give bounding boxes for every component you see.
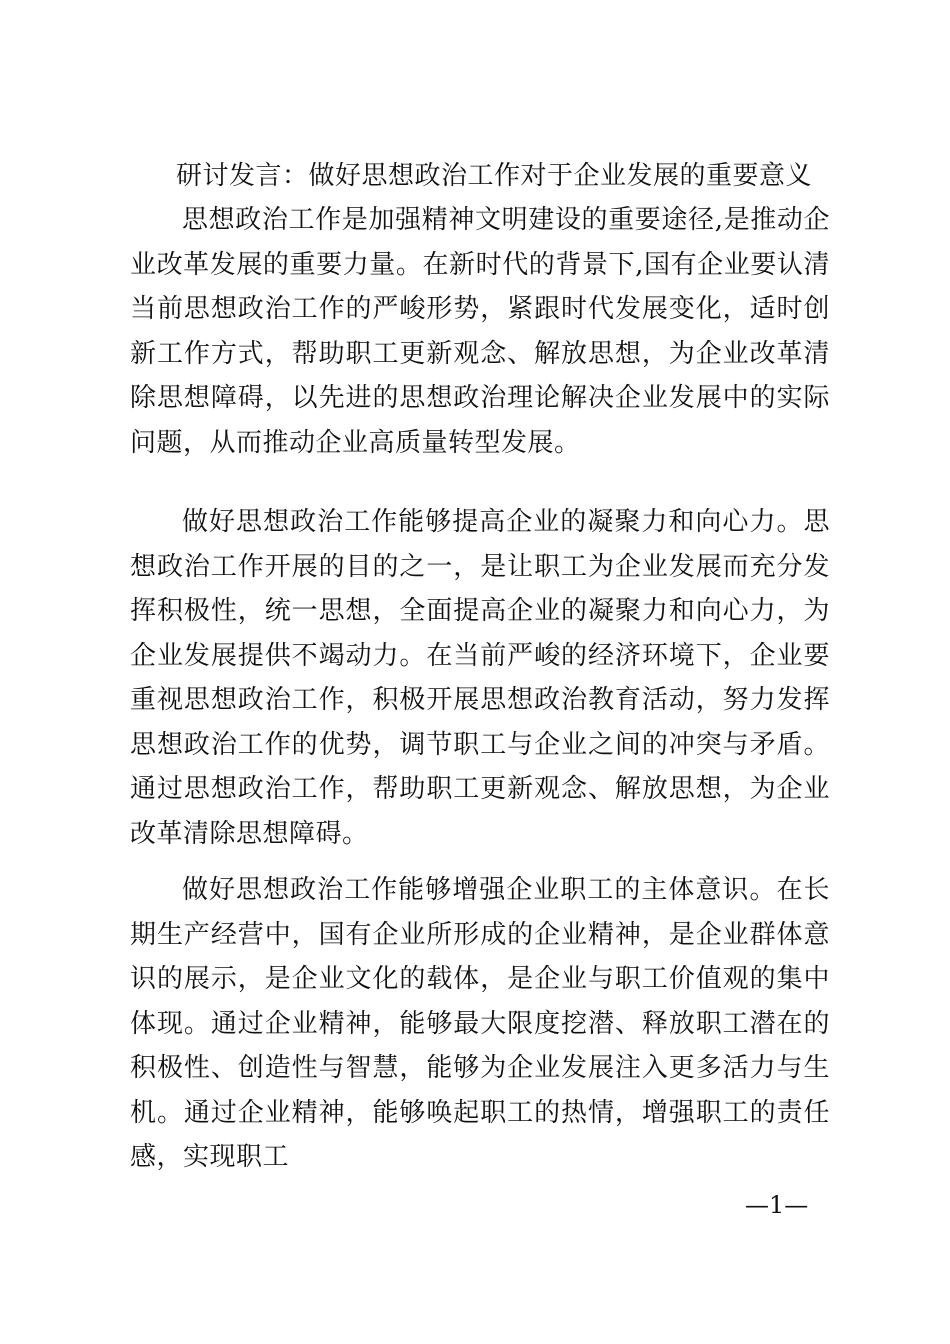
paragraph-3: 做好思想政治工作能够增强企业职工的主体意识。在长期生产经营中，国有企业所形成的企业精神，是企业群体意识的展示，是企业文化的载体，是企业与职工价值观的集中体现。通过企业精神，能够最大限度挖潜、释放职工潜在的积极性、创造性与智慧，能够为企业发展注入更多活力与生机。通过企业精神，能够唤起职工的热情，增强职工的责任感，实现职工: [130, 875, 830, 1172]
paragraph-1: 思想政治工作是加强精神文明建设的重要途径,是推动企业改革发展的重要力量。在新时代的背景下,国有企业要认清当前思想政治工作的严峻形势，紧跟时代发展变化，适时创新工作方式，帮助职工更新观念、解放思想，为企业改革清除思想障碍，以先进的思想政治理论解决企业发展中的实际问题，从而推动企业高质量转型发展。: [130, 205, 830, 458]
paragraph-2: 做好思想政治工作能够提高企业的凝聚力和向心力。思想政治工作开展的目的之一，是让职工为企业发展而充分发挥积极性，统一思想，全面提高企业的凝聚力和向心力，为企业发展提供不竭动力。在当前严峻的经济环境下，企业要重视思想政治工作，积极开展思想政治教育活动，努力发挥思想政治工作的优势，调节职工与企业之间的冲突与矛盾。通过思想政治工作，帮助职工更新观念、解放思想，为企业改革清除思想障碍。: [130, 507, 830, 849]
page-number: —1—: [745, 1191, 809, 1219]
document-title: 研讨发言：做好思想政治工作对于企业发展的重要意义: [176, 161, 813, 191]
